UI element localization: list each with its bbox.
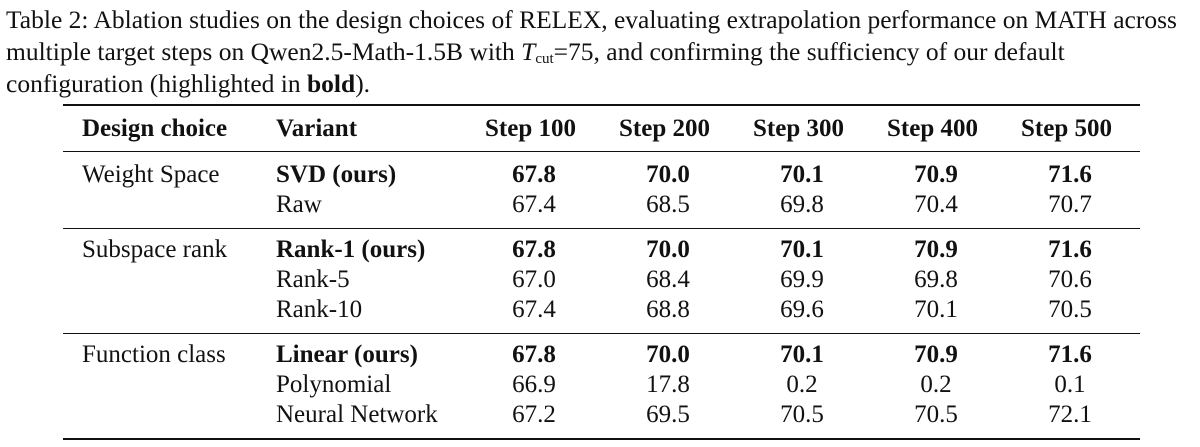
caption-bold-word: bold: [306, 69, 356, 98]
cell-polynomial-step200: 17.8: [646, 371, 690, 398]
group-label-function-class: Function class: [82, 341, 226, 368]
group-label-weight-space: Weight Space: [82, 161, 220, 188]
cell-nn-step100: 67.2: [512, 401, 556, 428]
cell-svd-step200: 70.0: [646, 161, 690, 188]
cell-rank10-step300: 69.6: [780, 296, 824, 323]
cell-linear-step100: 67.8: [512, 341, 556, 368]
caption-text-1: Ablation studies on the design choices of RELEX, evaluating extrapolation performance on MATH across multiple target steps on Qwen2.5-Math-1.5B with: [6, 5, 1177, 66]
variant-polynomial: Polynomial: [276, 371, 392, 398]
header-step-200: Step 200: [619, 115, 710, 142]
cell-raw-step500: 70.7: [1048, 191, 1092, 218]
cell-linear-step500: 71.6: [1048, 341, 1092, 368]
group-label-subspace-rank: Subspace rank: [82, 236, 228, 263]
variant-rank-5: Rank-5: [276, 266, 350, 293]
caption-text-3: ).: [355, 69, 371, 98]
cell-rank1-step500: 71.6: [1048, 236, 1092, 263]
cell-rank10-step400: 70.1: [914, 296, 958, 323]
header-step-100: Step 100: [485, 115, 576, 142]
cell-rank1-step100: 67.8: [512, 236, 556, 263]
variant-rank-1: Rank-1 (ours): [276, 236, 426, 263]
top-rule: [63, 104, 1140, 106]
variant-rank-10: Rank-10: [276, 296, 363, 323]
cell-linear-step400: 70.9: [914, 341, 958, 368]
cell-linear-step200: 70.0: [646, 341, 690, 368]
cell-rank1-step400: 70.9: [914, 236, 958, 263]
header-variant: Variant: [276, 115, 358, 142]
cell-polynomial-step400: 0.2: [920, 371, 952, 398]
cell-polynomial-step100: 66.9: [512, 371, 556, 398]
tcut-subscript: cut: [535, 51, 554, 67]
caption-label: Table 2:: [6, 5, 89, 34]
cell-raw-step200: 68.5: [646, 191, 690, 218]
cell-polynomial-step500: 0.1: [1054, 371, 1086, 398]
group-rule-1: [63, 228, 1140, 229]
tcut-symbol: $T_{cut}$: [521, 37, 554, 67]
header-rule: [63, 151, 1140, 152]
cell-rank5-step100: 67.0: [512, 266, 556, 293]
cell-raw-step300: 69.8: [780, 191, 824, 218]
cell-rank10-step200: 68.8: [646, 296, 690, 323]
cell-svd-step300: 70.1: [780, 161, 824, 188]
cell-polynomial-step300: 0.2: [786, 371, 818, 398]
header-step-400: Step 400: [887, 115, 978, 142]
header-step-500: Step 500: [1021, 115, 1112, 142]
cell-nn-step400: 70.5: [914, 401, 958, 428]
bottom-rule: [63, 438, 1140, 440]
cell-rank5-step200: 68.4: [646, 266, 690, 293]
cell-rank1-step200: 70.0: [646, 236, 690, 263]
variant-neural-network: Neural Network: [276, 401, 438, 428]
cell-rank5-step500: 70.6: [1048, 266, 1092, 293]
cell-rank5-step400: 69.8: [914, 266, 958, 293]
cell-nn-step200: 69.5: [646, 401, 690, 428]
cell-svd-step400: 70.9: [914, 161, 958, 188]
cell-raw-step400: 70.4: [914, 191, 958, 218]
cell-svd-step100: 67.8: [512, 161, 556, 188]
cell-rank5-step300: 69.9: [780, 266, 824, 293]
cell-rank1-step300: 70.1: [780, 236, 824, 263]
table-caption: [6, 4, 1196, 100]
variant-raw: Raw: [276, 191, 322, 218]
cell-rank10-step100: 67.4: [512, 296, 556, 323]
variant-svd: SVD (ours): [276, 161, 397, 188]
cell-nn-step300: 70.5: [780, 401, 824, 428]
caption-text-2: =75, and confirming the sufficiency of our default configuration (highlighted in: [6, 37, 1065, 98]
variant-linear: Linear (ours): [276, 341, 418, 368]
cell-linear-step300: 70.1: [780, 341, 824, 368]
cell-raw-step100: 67.4: [512, 191, 556, 218]
cell-svd-step500: 71.6: [1048, 161, 1092, 188]
group-rule-2: [63, 333, 1140, 334]
cell-rank10-step500: 70.5: [1048, 296, 1092, 323]
header-design-choice: Design choice: [82, 115, 228, 142]
header-step-300: Step 300: [753, 115, 844, 142]
cell-nn-step500: 72.1: [1048, 401, 1092, 428]
